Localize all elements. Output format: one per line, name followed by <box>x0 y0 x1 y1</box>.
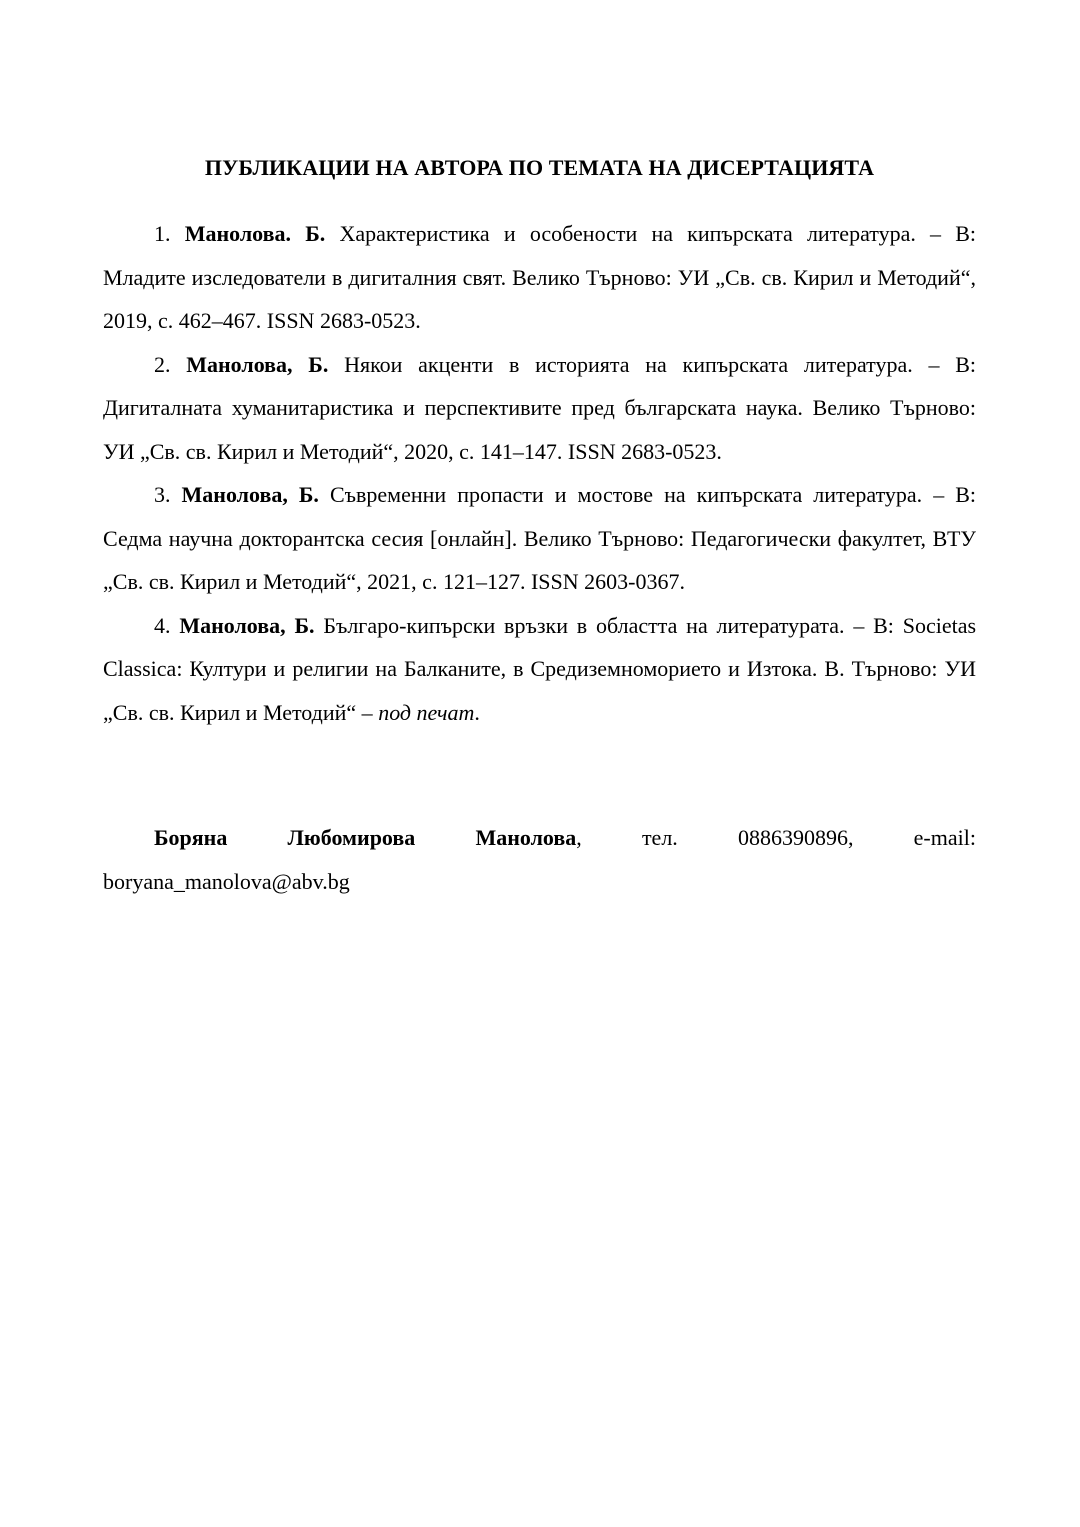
publication-end: . <box>474 699 480 725</box>
publication-number: 2. <box>154 351 171 377</box>
publication-item-4 <box>103 604 976 735</box>
publication-item-1 <box>103 212 976 343</box>
email-address: boryana_manolova@abv.bg <box>103 868 350 894</box>
author-last-name-wrap <box>475 816 581 860</box>
publication-number: 3. <box>154 482 171 507</box>
publication-number: 1. <box>154 221 171 246</box>
publication-text: Българо-кипърски връзки в областта на литературата. – В: Societas Classica: Култури и религии на Балканите, в Средиземноморието и Изтока. В. Търново: УИ „Св. св. Кирил и Методий“ – <box>103 612 977 725</box>
publication-status-note: под печат <box>378 699 475 725</box>
document-page <box>103 150 976 903</box>
publication-text: Характеристика и особености на кипърската литература. – В: Младите изследователи в дигиталния свят. Велико Търново: УИ „Св. св. Кирил и Методий“, 2019, с. 462–467. ISSN 2683-0523. <box>103 221 977 333</box>
email-label: e-mail: <box>913 825 976 850</box>
publication-author: Манолова, Б. <box>181 482 319 507</box>
author-last-name: Манолова <box>475 825 577 850</box>
publication-item-3 <box>103 473 976 604</box>
publication-author: Манолова. Б. <box>184 221 326 246</box>
publication-number: 4. <box>154 612 171 638</box>
publication-text: Някои акценти в историята на кипърската литература. – В: Дигиталната хуманитаристика и перспективите пред българската наука. Велико Търново: УИ „Св. св. Кирил и Методий“, 2020, с. 141–147. ISSN 2683-0523. <box>103 351 977 464</box>
publication-text: Съвременни пропасти и мостове на кипърската литература. – В: Седма научна докторантска сесия [онлайн]. Велико Търново: Педагогически факултет, ВТУ „Св. св. Кирил и Методий“, 2021, с. 121–127. ISSN 2603-0367. <box>103 482 977 594</box>
author-contact <box>103 816 976 903</box>
publication-author: Манолова, Б. <box>179 612 315 638</box>
author-last-name-suffix: , <box>576 825 582 850</box>
author-first-name: Боряна <box>154 825 228 850</box>
publication-item-2 <box>103 343 976 474</box>
publication-author: Манолова, Б. <box>186 351 329 377</box>
phone-number: 0886390896, <box>737 825 854 850</box>
author-contact-line <box>103 816 976 860</box>
phone-label: тел. <box>641 825 678 850</box>
author-middle-name: Любомирова <box>287 825 416 850</box>
page-title: ПУБЛИКАЦИИ НА АВТОРА ПО ТЕМАТА НА ДИСЕРТАЦИЯТА <box>204 155 875 180</box>
